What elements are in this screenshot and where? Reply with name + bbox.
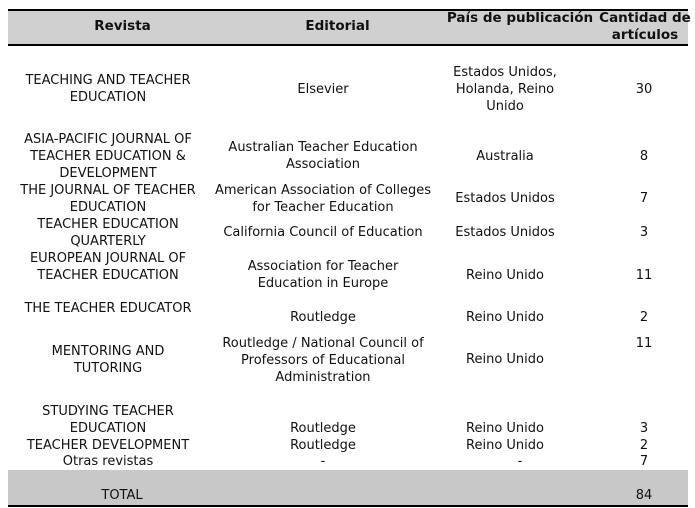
row10-revista: Otras revistas: [62, 454, 154, 469]
row1-pais: Estados Unidos, Holanda, Reino Unido: [453, 65, 557, 114]
row3-revista: THE JOURNAL OF TEACHER EDUCATION: [20, 183, 196, 215]
row10-editorial: -: [320, 454, 326, 469]
row3-editorial: American Association of Colleges for Teacher Education: [214, 183, 432, 215]
row6-revista: THE TEACHER EDUCATOR: [24, 301, 192, 316]
row9-revista: TEACHER DEVELOPMENT: [26, 438, 190, 453]
row4-revista: TEACHER EDUCATION QUARTERLY: [37, 217, 179, 249]
header-revista: Revista: [94, 18, 151, 34]
row1-editorial: Elsevier: [297, 82, 349, 97]
row7-pais: Reino Unido: [466, 352, 544, 367]
row1-revista: TEACHING AND TEACHER EDUCATION: [25, 73, 191, 105]
row2-pais: Australia: [476, 149, 534, 164]
row6-editorial: Routledge: [290, 310, 356, 325]
row7-editorial: Routledge / National Council of Professors of Educational Administration: [222, 336, 424, 385]
row2-editorial: Australian Teacher Education Association: [228, 140, 418, 172]
row7-cantidad: 11: [635, 336, 653, 351]
row9-editorial: Routledge: [290, 438, 356, 453]
row5-editorial: Association for Teacher Education in Europe: [247, 259, 399, 291]
row3-cantidad: 7: [639, 191, 649, 206]
row4-editorial: California Council of Education: [223, 225, 423, 240]
row8-pais: Reino Unido: [466, 421, 544, 436]
row6-pais: Reino Unido: [466, 310, 544, 325]
header-editorial: Editorial: [305, 18, 370, 34]
row3-pais: Estados Unidos: [455, 191, 555, 206]
header-rule: [8, 44, 688, 46]
total-cantidad: 84: [635, 488, 653, 503]
bottom-rule: [8, 505, 688, 507]
row7-revista: MENTORING AND TUTORING: [51, 344, 165, 376]
total-label: TOTAL: [101, 488, 143, 503]
row9-cantidad: 2: [639, 438, 649, 453]
row6-cantidad: 2: [639, 310, 649, 325]
row4-pais: Estados Unidos: [455, 225, 555, 240]
row4-cantidad: 3: [639, 225, 649, 240]
row10-cantidad: 7: [639, 454, 649, 469]
row8-revista: STUDYING TEACHER EDUCATION: [42, 404, 174, 436]
header-pais: País de publicación: [446, 10, 594, 26]
header-cantidad: Cantidad de artículos: [599, 10, 691, 43]
row2-revista: ASIA-PACIFIC JOURNAL OF TEACHER EDUCATION & DEVELOPMENT: [24, 132, 192, 181]
row5-revista: EUROPEAN JOURNAL OF TEACHER EDUCATION: [29, 251, 187, 283]
row1-cantidad: 30: [635, 82, 653, 97]
row5-pais: Reino Unido: [466, 268, 544, 283]
row2-cantidad: 8: [639, 149, 649, 164]
row8-cantidad: 3: [639, 421, 649, 436]
row10-pais: -: [517, 454, 523, 469]
row8-editorial: Routledge: [290, 421, 356, 436]
row9-pais: Reino Unido: [466, 438, 544, 453]
row5-cantidad: 11: [635, 268, 653, 283]
